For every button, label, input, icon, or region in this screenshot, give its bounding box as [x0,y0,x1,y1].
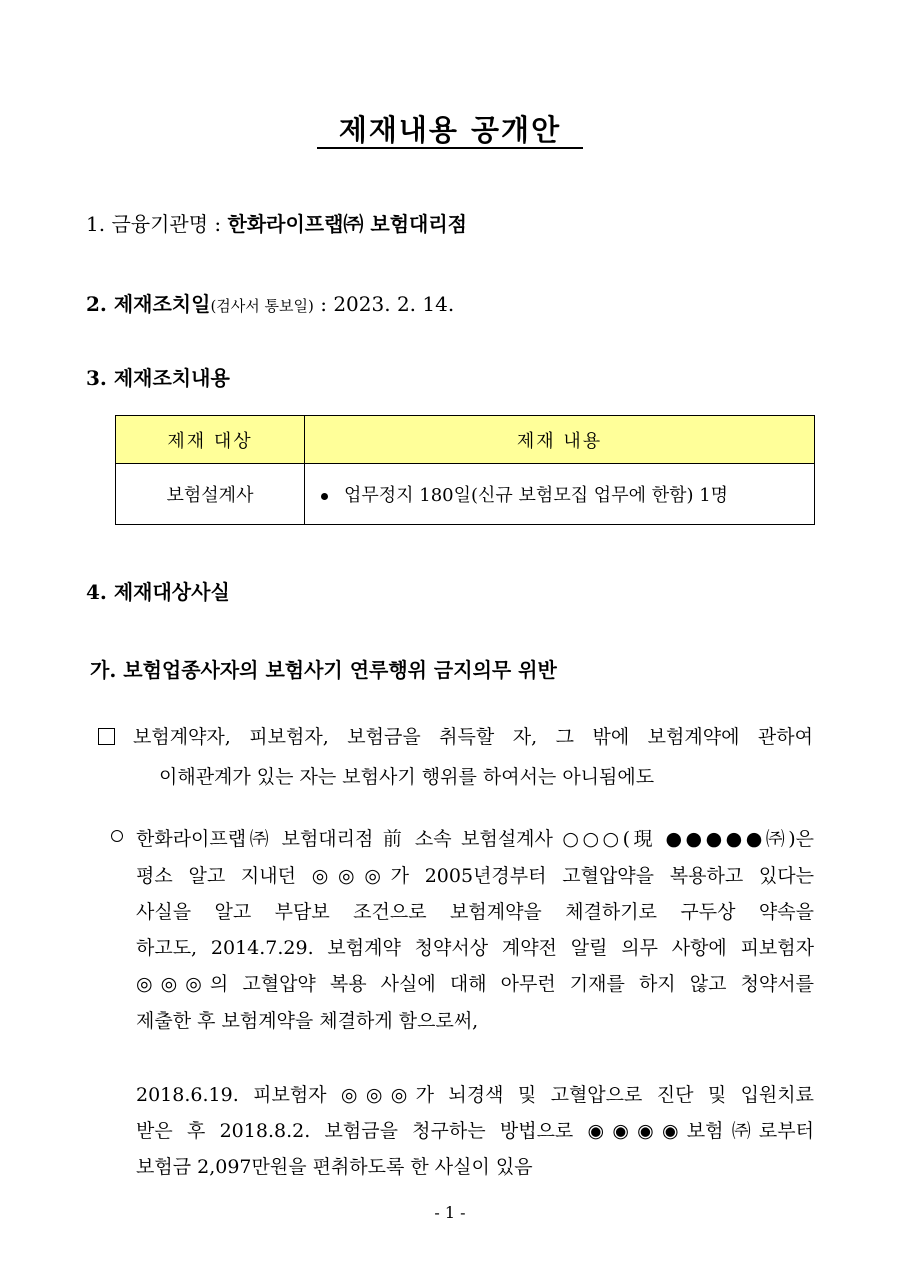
section-2-note: (검사서 통보일) [210,297,314,315]
bullet-icon [321,493,328,500]
cell-target: 보험설계사 [116,464,305,525]
second-paragraph-line: 2018.6.19. 피보험자 ◎◎◎가 뇌경색 및 고혈압으로 진단 및 입원치료 [136,1084,814,1106]
circle-paragraph-line: 제출한 후 보험계약을 체결하게 함으로써, [136,1010,479,1032]
subsection-label: 가. 보험업종사자의 보험사기 연루행위 금지의무 위반 [90,658,557,682]
second-paragraph-line: 받은 후 2018.8.2. 보험금을 청구하는 방법으로 ◉◉◉◉보험㈜로부터 [136,1120,814,1142]
circle-paragraph-line: 하고도, 2014.7.29. 보험계약 청약서상 계약전 알릴 의무 사항에 피보험자 [136,937,814,959]
table-row [116,464,815,525]
page-title: 제재내용 공개안 [338,113,562,147]
checkbox-square-icon [98,728,115,745]
table-header-row [116,416,815,464]
section-3 [86,362,230,391]
page-number: - 1 - [434,1203,466,1222]
cell-content [305,464,815,525]
header-target: 제재 대상 [116,416,305,464]
section-1 [86,208,467,237]
sanction-table [115,415,815,525]
circle-paragraph-line: ◎◎◎의 고혈압약 복용 사실에 대해 아무런 기재를 하지 않고 청약서를 [136,973,814,995]
section-4-label: 4. 제재대상사실 [86,580,230,604]
section-1-label: 1. 금융기관명 : [86,212,228,236]
box-paragraph-line: 보험계약자, 피보험자, 보험금을 취득할 자, 그 밖에 보험계약에 관하여 [133,726,813,748]
second-paragraph-line: 보험금 2,097만원을 편취하도록 한 사실이 있음 [136,1156,533,1178]
circle-paragraph-line: 한화라이프랩㈜ 보험대리점 前 소속 보험설계사 ○○○(現 ●●●●●㈜)은 [136,828,814,850]
section-2-label: 2. 제재조치일 [86,292,211,316]
circle-paragraph-line: 사실을 알고 부담보 조건으로 보험계약을 체결하기로 구두상 약속을 [136,901,814,923]
box-paragraph-line: 이해관계가 있는 자는 보험사기 행위를 하여서는 아니됨에도 [159,766,655,788]
sanction-date: : 2023. 2. 14. [313,292,455,316]
header-content: 제재 내용 [305,416,815,464]
section-3-label: 3. 제재조치내용 [86,366,230,390]
subsection-title [90,654,557,683]
section-4 [86,576,230,605]
circle-bullet-icon [111,830,123,842]
institution-name: 한화라이프랩㈜ 보험대리점 [227,212,467,236]
title-underline [317,147,583,149]
cell-content-text: 업무정지 180일(신규 보험모집 업무에 한함) 1명 [344,485,729,506]
section-2 [86,288,454,317]
circle-paragraph-line: 평소 알고 지내던 ◎◎◎가 2005년경부터 고혈압약을 복용하고 있다는 [136,865,814,887]
